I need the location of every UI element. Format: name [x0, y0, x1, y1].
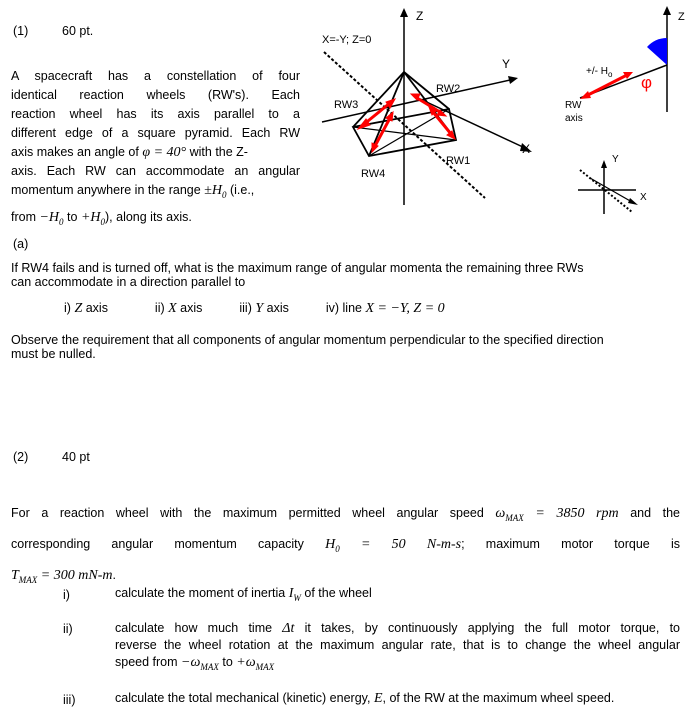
y-axis-arrowhead — [508, 76, 518, 84]
statement-line: For a reaction wheel with the maximum permitted wheel angular speed $\omega_{MAX} = 3850$ rpm and the — [11, 506, 680, 523]
intro-text: momentum anywhere in the range — [11, 183, 201, 197]
inset-z-label: Z — [678, 11, 685, 23]
problem-2-statement — [11, 500, 680, 592]
energy-symbol: E — [373, 691, 383, 706]
z-axis-arrowhead — [400, 8, 408, 17]
statement-line: corresponding angular momentum capacity $H_0 = 50$ N-m-s; maximum motor torque is — [11, 536, 680, 554]
omega-max: $\omega_{MAX} = 3850$ rpm — [495, 506, 619, 523]
problem-2-number: (2) — [13, 450, 29, 464]
h0-capacity: $H_0 = 50$ N-m-s — [325, 536, 462, 554]
item-iii-text: calculate the total mechanical (kinetic) energy, E, of the RW at the maximum wheel speed. — [115, 691, 615, 706]
mini-x-label: X — [640, 192, 647, 203]
t-max: $T_{MAX} = 300$ mN-m — [11, 567, 113, 585]
inset-z-arrowhead — [663, 6, 671, 15]
phi-label: φ — [641, 73, 653, 92]
answer-options — [64, 301, 445, 317]
item-ii-text — [115, 620, 680, 676]
mini-x-arrowhead — [628, 198, 638, 205]
intro-line — [11, 143, 300, 162]
item-ii-line: reverse the wheel rotation at the maximum angular rate, that is to change the wheel angular — [115, 638, 680, 652]
question-text — [11, 261, 691, 289]
intro-text: from — [11, 209, 36, 224]
part-a-label: (a) — [13, 237, 29, 251]
h-label: +/- $H_o$ — [586, 66, 613, 79]
option-iii: iii) Y axis — [239, 301, 289, 316]
option-i: i) Z axis — [64, 301, 108, 316]
item-i-label: i) — [63, 588, 70, 602]
statement-line: $T_{MAX} = 300$ mN-m. — [11, 567, 116, 585]
delta-t: Δt — [282, 621, 295, 636]
question-line: If RW4 fails and is turned off, what is the maximum range of angular momenta the remaining three RWs — [11, 261, 584, 275]
problem-1-intro — [11, 67, 300, 232]
mini-diagonal — [580, 170, 632, 212]
y-axis-label: Y — [502, 57, 511, 71]
x-axis — [418, 98, 525, 148]
rw3-label: RW3 — [334, 99, 359, 111]
rw-axis-label-2: axis — [565, 113, 583, 124]
item-ii-line: speed from $-\omega_{MAX}$ to $+\omega_{MAX}$ — [115, 655, 275, 672]
item-ii-label: ii) — [63, 622, 73, 636]
option-iv: iv) line X = −Y, Z = 0 — [325, 301, 445, 316]
item-iii-label: iii) — [63, 693, 76, 707]
intro-text: to — [67, 209, 78, 224]
option-ii: ii) X axis — [154, 301, 203, 316]
range-expression: $\pm H_0$ — [204, 183, 227, 200]
neg-h0: $-H_0$ — [39, 209, 64, 227]
pos-omega-max: $+\omega_{MAX}$ — [236, 655, 275, 672]
pos-h0: $+H_0$ — [80, 209, 106, 227]
problem-1-points: 60 pt. — [62, 24, 94, 38]
phi-wedge — [647, 38, 667, 65]
intro-text: (i.e., — [229, 183, 255, 197]
problem-2-points: 40 pt — [62, 450, 90, 464]
phi-expression: φ = 40° — [142, 145, 187, 160]
intro-line: different edge of a square pyramid. Each RW — [11, 126, 300, 140]
problem-1-number: (1) — [13, 24, 29, 38]
intro-line: axis. Each RW can accommodate an angular — [11, 164, 300, 178]
note-line: must be nulled. — [11, 347, 96, 361]
rw2-label: RW2 — [436, 83, 461, 95]
intro-line — [11, 208, 300, 232]
rw4-label: RW4 — [361, 168, 386, 180]
z-axis-label: Z — [416, 9, 424, 23]
intro-text: with the Z- — [189, 145, 248, 159]
item-i-text: calculate the moment of inertia $I_W$ of the wheel — [115, 586, 372, 603]
item-ii-line: calculate how much time Δt it takes, by continuously applying the full motor torque, to — [115, 621, 680, 636]
h-arrowhead — [580, 91, 591, 99]
neg-omega-max: $-\omega_{MAX}$ — [181, 655, 219, 672]
mini-y-arrowhead — [601, 160, 607, 168]
question-line: can accommodate in a direction parallel to — [11, 275, 246, 289]
note-line: Observe the requirement that all components of angular momentum perpendicular to the specified direction — [11, 333, 604, 347]
diagonal-label: X=-Y; Z=0 — [322, 34, 372, 46]
rw-axis-label-1: RW — [565, 100, 582, 111]
intro-text: ), along its axis. — [105, 209, 192, 224]
note-text — [11, 333, 691, 361]
rw1-label: RW1 — [446, 155, 471, 167]
pyramid-diagram — [300, 0, 696, 225]
intro-line: A spacecraft has a constellation of four — [11, 69, 300, 83]
x-axis-label: X — [522, 142, 531, 156]
inertia-symbol: $I_W$ — [288, 586, 301, 603]
intro-line: reaction wheel has its axis parallel to a — [11, 107, 300, 121]
mini-y-label: Y — [612, 154, 619, 165]
intro-line — [11, 181, 300, 205]
intro-text: axis makes an angle of — [11, 145, 139, 159]
intro-line: identical reaction wheels (RW's). Each — [11, 88, 300, 102]
h-arrow — [586, 75, 627, 96]
